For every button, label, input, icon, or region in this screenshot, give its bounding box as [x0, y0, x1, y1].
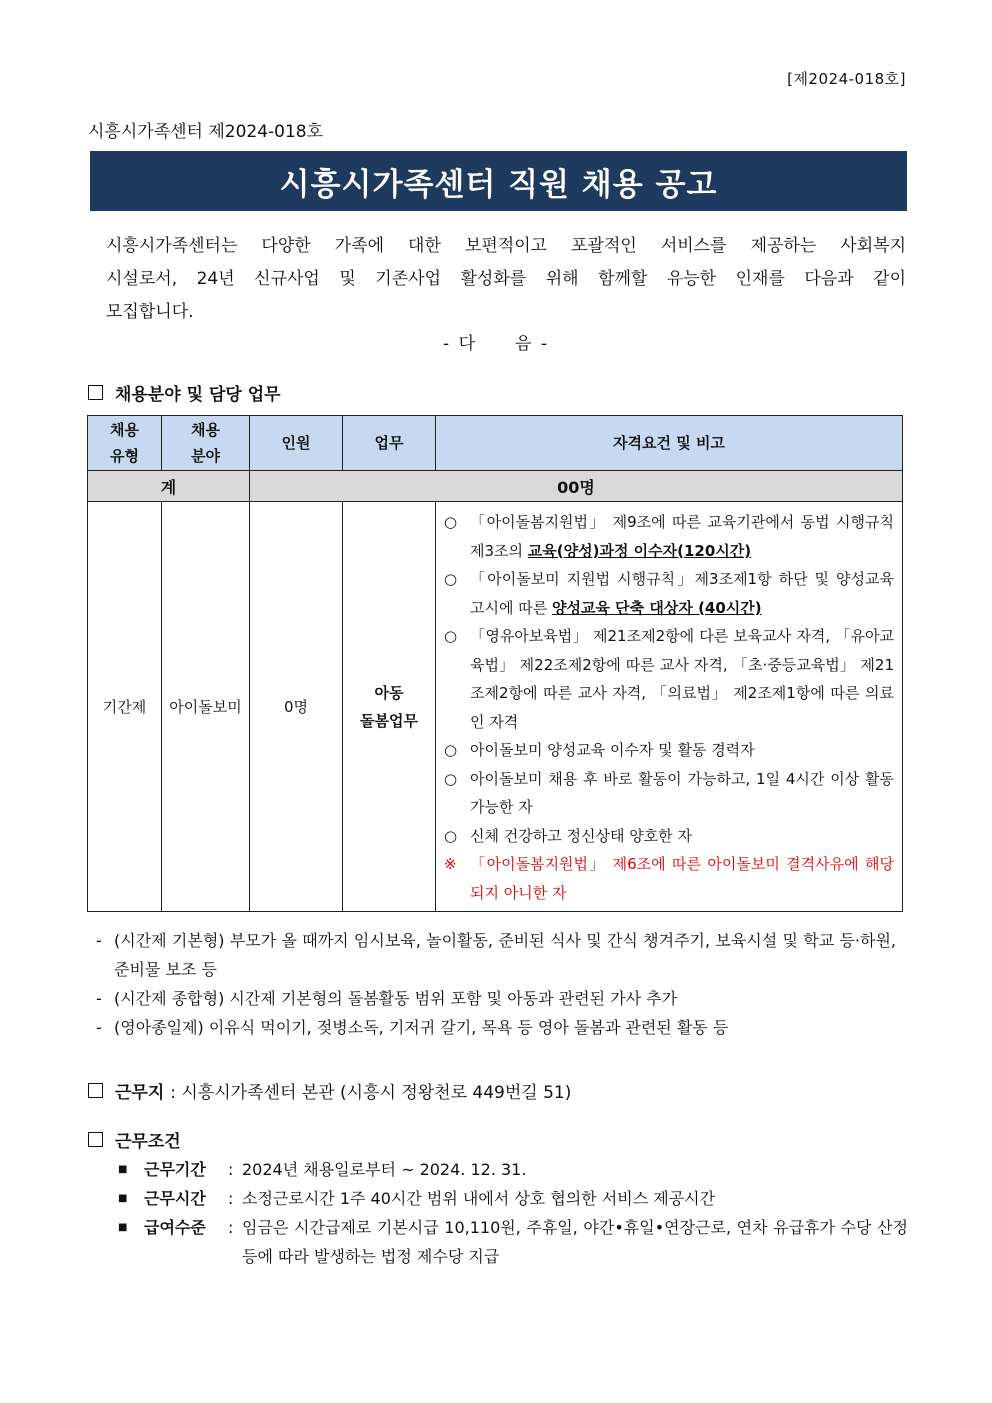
circle-icon: ○: [444, 513, 458, 531]
checkbox-icon: [88, 1083, 103, 1098]
header-field: 채용 분야: [162, 416, 250, 471]
condition-key: 근무시간: [144, 1189, 206, 1208]
requirement-text: 신체 건강하고 정신상태 양호한 자: [470, 826, 692, 845]
list-item: - (시간제 기본형) 부모가 올 때까지 임시보육, 놀이활동, 준비된 식사 및 간식 챙겨주기, 보육시설 및 학교 등·하원, 준비물 보조 등: [96, 926, 896, 984]
list-item: [444, 765, 894, 822]
section-conditions: [88, 1127, 181, 1152]
conditions-list: [118, 1155, 908, 1271]
section-workplace: [88, 1078, 571, 1103]
note-text: (시간제 기본형) 부모가 올 때까지 임시보육, 놀이활동, 준비된 식사 및 간식 챙겨주기, 보육시설 및 학교 등·하원, 준비물 보조 등: [114, 931, 896, 979]
circle-icon: ○: [444, 627, 458, 645]
section-label: 근무지: [115, 1083, 165, 1103]
warning-text: 「아이돌봄지원법」 제6조에 따른 아이돌보미 결격사유에 해당되지 아니한 자: [470, 855, 894, 902]
condition-key: 급여수준: [144, 1218, 206, 1237]
document-number: [제2024-018호]: [787, 70, 906, 88]
circle-icon: ○: [444, 826, 458, 845]
list-item: - (시간제 종합형) 시간제 기본형의 돌봄활동 범위 포함 및 아동과 관련된 가사 추가: [96, 984, 896, 1013]
table-total-row: [88, 471, 903, 502]
reference-mark-icon: ※: [444, 855, 457, 873]
requirement-text: 아이돌보미 채용 후 바로 활동이 가능하고, 1일 4시간 이상 활동 가능한 자: [470, 769, 894, 816]
workplace-value: : 시흥시가족센터 본관 (시흥시 정왕천로 449번길 51): [170, 1083, 572, 1103]
page-title: 시흥시가족센터 직원 채용 공고: [90, 151, 907, 211]
requirement-text: 「영유아보육법」 제21조제2항에 다른 보육교사 자격, 「유아교육법」 제22조제2항에 따른 교사 자격, 「초·중등교육법」 제21조제2항에 따른 교사 자격, 「의료법」 제2조제1항에 따른 의료인 자격: [470, 627, 894, 731]
section-label: 근무조건: [115, 1132, 181, 1152]
table-header-row: [88, 416, 903, 471]
list-item: [444, 822, 894, 851]
checkbox-icon: [88, 1132, 103, 1147]
square-bullet-icon: ■: [118, 1164, 128, 1175]
note-text: (시간제 종합형) 시간제 기본형의 돌봄활동 범위 포함 및 아동과 관련된 가사 추가: [114, 989, 678, 1008]
list-item: ■ 급여수준 : 임금은 시간급제로 기본시급 10,110원, 주휴일, 야간•휴일•연장근로, 연차 유급휴가 수당 산정 등에 따라 발생하는 법정 제수당 지급: [118, 1213, 908, 1271]
section-label: 채용분야 및 담당 업무: [115, 385, 281, 405]
condition-key: 근무기간: [144, 1160, 206, 1179]
da-eum-heading: - 다 음 -: [443, 334, 549, 354]
circle-icon: ○: [444, 570, 458, 588]
recruitment-table: [87, 415, 903, 912]
circle-icon: ○: [444, 741, 458, 759]
total-value: 00명: [250, 471, 903, 502]
requirement-text: 「아이돌보미 지원법 시행규칙」제3조제1항 하단 및 양성교육 고시에 따른 양성교육 단축 대상자 (40시간): [470, 570, 894, 617]
square-bullet-icon: ■: [118, 1222, 128, 1233]
note-text: (영아종일제) 이유식 먹이기, 젖병소독, 기저귀 갈기, 목욕 등 영아 돌봄과 관련된 활동 등: [114, 1018, 729, 1037]
circle-icon: ○: [444, 769, 458, 788]
section-recruit-field: [88, 380, 281, 405]
list-item: ■ 근무시간 : 소정근로시간 1주 40시간 범위 내에서 상호 협의한 서비스 제공시간: [118, 1184, 908, 1213]
condition-value: 임금은 시간급제로 기본시급 10,110원, 주휴일, 야간•휴일•연장근로, 연차 유급휴가 수당 산정 등에 따라 발생하는 법정 제수당 지급: [242, 1218, 908, 1266]
requirement-text: 아이돌보미 양성교육 이수자 및 활동 경력자: [470, 741, 755, 759]
intro-paragraph: [106, 230, 906, 329]
square-bullet-icon: ■: [118, 1193, 128, 1204]
row-duty-line-2: 돌봄업무: [360, 711, 418, 730]
header-duty: 업무: [343, 416, 436, 471]
list-item: - (영아종일제) 이유식 먹이기, 젖병소독, 기저귀 갈기, 목욕 등 영아 돌봄과 관련된 활동 등: [96, 1013, 896, 1042]
list-item: [444, 508, 894, 565]
list-item: [444, 565, 894, 622]
row-duty-line-1: 아동: [374, 683, 404, 702]
header-requirements: 자격요건 및 비고: [436, 416, 903, 471]
header-type: 채용 유형: [88, 416, 162, 471]
row-field: 아이돌보미: [162, 502, 250, 912]
intro-line-1: 시흥시가족센터는 다양한 가족에 대한 보편적이고 포괄적인 서비스를 제공하는 사회복지: [106, 236, 906, 256]
center-reference-number: 시흥시가족센터 제2024-018호: [88, 122, 324, 142]
condition-value: 소정근로시간 1주 40시간 범위 내에서 상호 협의한 서비스 제공시간: [242, 1189, 716, 1208]
row-requirements: [436, 502, 903, 912]
requirement-text: 「아이돌봄지원법」 제9조에 따른 교육기관에서 동법 시행규칙 제3조의 교육(양성)과정 이수자(120시간): [470, 513, 894, 560]
table-row: [88, 502, 903, 912]
list-item: [444, 622, 894, 736]
row-duty: [343, 502, 436, 912]
list-item: ■ 근무기간 : 2024년 채용일로부터 ~ 2024. 12. 31.: [118, 1155, 908, 1184]
total-label: 계: [88, 471, 250, 502]
row-count: 0명: [250, 502, 343, 912]
condition-value: 2024년 채용일로부터 ~ 2024. 12. 31.: [242, 1160, 527, 1179]
notes-list: [96, 926, 896, 1042]
intro-line-3: 모집합니다.: [106, 302, 194, 322]
intro-line-2: 시설로서, 24년 신규사업 및 기존사업 활성화를 위해 함께할 유능한 인재를 다음과 같이: [106, 269, 906, 289]
header-count: 인원: [250, 416, 343, 471]
warning-item: [444, 850, 894, 907]
row-type: 기간제: [88, 502, 162, 912]
checkbox-icon: [88, 385, 103, 400]
list-item: [444, 736, 894, 765]
